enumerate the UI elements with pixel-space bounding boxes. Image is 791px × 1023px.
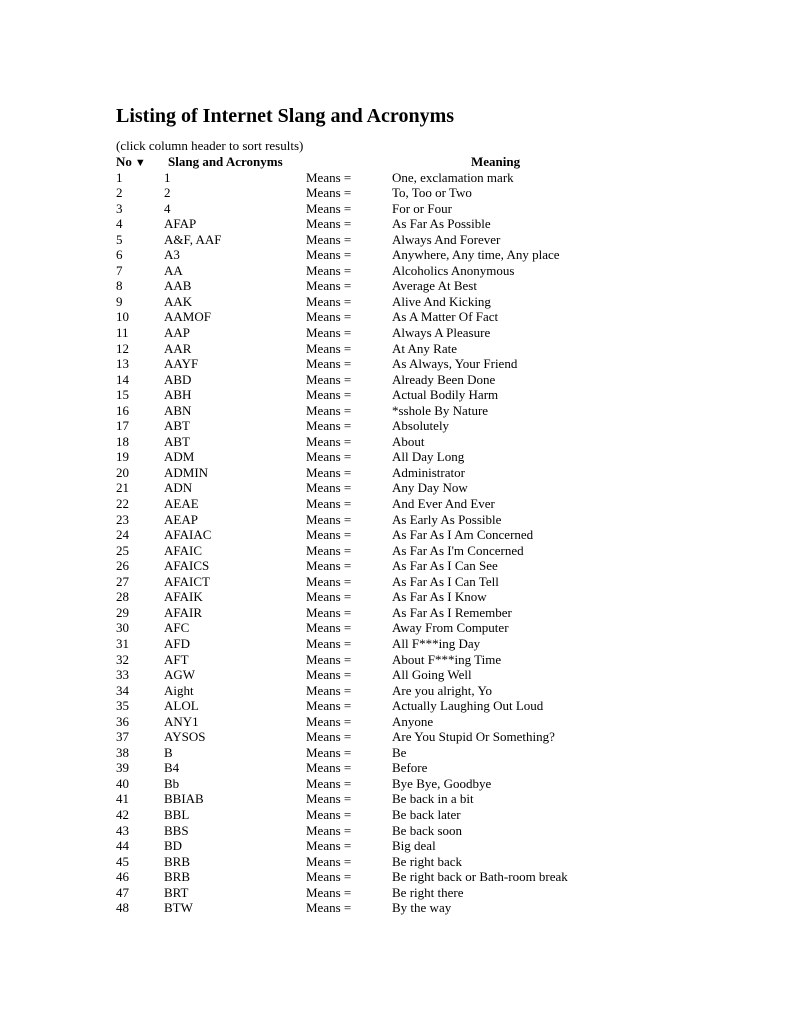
table-row	[116, 496, 716, 512]
row-slang: Bb	[164, 775, 180, 791]
row-meaning: Alive And Kicking	[392, 293, 491, 309]
row-means-label: Means =	[306, 433, 352, 449]
row-number: 44	[116, 838, 129, 854]
table-row	[116, 278, 716, 294]
row-meaning: Be back later	[392, 806, 461, 822]
table-row	[116, 543, 716, 559]
row-meaning: As Far As I'm Concerned	[392, 542, 524, 558]
row-meaning: For or Four	[392, 200, 452, 216]
row-means-label: Means =	[306, 480, 352, 496]
table-row	[116, 776, 716, 792]
table-row	[116, 247, 716, 263]
row-meaning: As Far As I Can See	[392, 558, 498, 574]
row-slang: A&F, AAF	[164, 231, 222, 247]
table-row	[116, 512, 716, 528]
row-slang: AAR	[164, 340, 192, 356]
table-row	[116, 574, 716, 590]
row-meaning: At Any Rate	[392, 340, 457, 356]
row-number: 30	[116, 620, 129, 636]
row-number: 17	[116, 418, 129, 434]
table-row	[116, 263, 716, 279]
table-row	[116, 636, 716, 652]
row-slang: AFAICS	[164, 558, 210, 574]
table-row	[116, 683, 716, 699]
table-row	[116, 341, 716, 357]
table-row	[116, 791, 716, 807]
row-means-label: Means =	[306, 371, 352, 387]
table-row	[116, 838, 716, 854]
table-row	[116, 652, 716, 668]
row-means-label: Means =	[306, 682, 352, 698]
header-no-label: No	[116, 154, 132, 169]
table-row	[116, 605, 716, 621]
row-slang: BRB	[164, 869, 191, 885]
row-meaning: About F***ing Time	[392, 651, 502, 667]
row-meaning: Administrator	[392, 464, 465, 480]
row-number: 36	[116, 713, 129, 729]
row-meaning: Are You Stupid Or Something?	[392, 729, 555, 745]
row-number: 48	[116, 900, 129, 916]
row-meaning: As A Matter Of Fact	[392, 309, 499, 325]
row-meaning: Actual Bodily Harm	[392, 387, 499, 403]
row-means-label: Means =	[306, 449, 352, 465]
row-means-label: Means =	[306, 806, 352, 822]
row-slang: B4	[164, 760, 180, 776]
table-row	[116, 356, 716, 372]
row-number: 21	[116, 480, 129, 496]
row-number: 37	[116, 729, 129, 745]
row-number: 9	[116, 293, 123, 309]
row-slang: 1	[164, 169, 171, 185]
row-slang: AFT	[164, 651, 189, 667]
row-means-label: Means =	[306, 527, 352, 543]
row-means-label: Means =	[306, 309, 352, 325]
row-number: 33	[116, 667, 129, 683]
row-number: 46	[116, 869, 129, 885]
header-meaning[interactable]: Meaning	[471, 154, 521, 169]
sort-descending-icon: ▼	[134, 157, 146, 169]
table-row	[116, 403, 716, 419]
row-number: 42	[116, 806, 129, 822]
row-meaning: Always A Pleasure	[392, 325, 491, 341]
table-row	[116, 325, 716, 341]
row-slang: AA	[164, 262, 183, 278]
row-meaning: Be right back or Bath-room break	[392, 869, 568, 885]
row-means-label: Means =	[306, 822, 352, 838]
row-number: 4	[116, 216, 123, 232]
row-number: 13	[116, 356, 129, 372]
row-means-label: Means =	[306, 511, 352, 527]
row-number: 12	[116, 340, 129, 356]
row-number: 41	[116, 791, 129, 807]
row-means-label: Means =	[306, 651, 352, 667]
table-row	[116, 232, 716, 248]
row-meaning: *sshole By Nature	[392, 402, 489, 418]
table-row	[116, 807, 716, 823]
row-meaning: Be back in a bit	[392, 791, 474, 807]
table-row	[116, 667, 716, 683]
row-slang: BBS	[164, 822, 189, 838]
row-number: 31	[116, 635, 129, 651]
row-meaning: Are you alright, Yo	[392, 682, 493, 698]
table-header-row	[116, 154, 716, 170]
row-meaning: Be	[392, 744, 407, 760]
row-slang: BD	[164, 838, 183, 854]
row-slang: BBL	[164, 806, 190, 822]
row-slang: ABD	[164, 371, 192, 387]
row-meaning: All F***ing Day	[392, 635, 481, 651]
row-number: 28	[116, 589, 129, 605]
row-means-label: Means =	[306, 760, 352, 776]
table-row	[116, 900, 716, 916]
row-means-label: Means =	[306, 604, 352, 620]
row-number: 34	[116, 682, 129, 698]
row-meaning: One, exclamation mark	[392, 169, 514, 185]
row-means-label: Means =	[306, 496, 352, 512]
row-number: 24	[116, 527, 129, 543]
row-number: 16	[116, 402, 129, 418]
row-means-label: Means =	[306, 247, 352, 263]
row-number: 11	[116, 325, 129, 341]
row-number: 32	[116, 651, 129, 667]
row-slang: ABT	[164, 433, 190, 449]
row-number: 22	[116, 496, 129, 512]
row-number: 40	[116, 775, 129, 791]
row-slang: AFAIAC	[164, 527, 212, 543]
row-number: 25	[116, 542, 129, 558]
row-means-label: Means =	[306, 418, 352, 434]
row-slang: AYSOS	[164, 729, 206, 745]
row-means-label: Means =	[306, 216, 352, 232]
row-meaning: Be back soon	[392, 822, 463, 838]
row-number: 19	[116, 449, 129, 465]
row-slang: BRB	[164, 853, 191, 869]
row-number: 2	[116, 185, 123, 201]
row-slang: ABN	[164, 402, 192, 418]
row-means-label: Means =	[306, 185, 352, 201]
row-slang: ALOL	[164, 698, 199, 714]
row-meaning: As Far As I Remember	[392, 604, 512, 620]
row-number: 10	[116, 309, 129, 325]
row-slang: ABT	[164, 418, 190, 434]
row-means-label: Means =	[306, 744, 352, 760]
row-slang: A3	[164, 247, 180, 263]
row-means-label: Means =	[306, 325, 352, 341]
row-number: 5	[116, 231, 123, 247]
row-meaning: Already Been Done	[392, 371, 496, 387]
row-slang: AAYF	[164, 356, 199, 372]
table-row	[116, 527, 716, 543]
row-meaning: All Day Long	[392, 449, 465, 465]
row-number: 6	[116, 247, 123, 263]
row-number: 39	[116, 760, 129, 776]
row-meaning: As Far As I Can Tell	[392, 573, 499, 589]
row-slang: AAK	[164, 293, 193, 309]
row-means-label: Means =	[306, 340, 352, 356]
row-number: 3	[116, 200, 123, 216]
row-meaning: All Going Well	[392, 667, 472, 683]
table-row	[116, 185, 716, 201]
page-title: Listing of Internet Slang and Acronyms	[116, 105, 455, 127]
row-meaning: About	[392, 433, 425, 449]
row-number: 27	[116, 573, 129, 589]
row-means-label: Means =	[306, 729, 352, 745]
table-row	[116, 201, 716, 217]
row-slang: AAMOF	[164, 309, 211, 325]
table-row	[116, 449, 716, 465]
row-means-label: Means =	[306, 558, 352, 574]
row-number: 26	[116, 558, 129, 574]
row-meaning: To, Too or Two	[392, 185, 472, 201]
header-slang[interactable]: Slang and Acronyms	[168, 154, 283, 169]
row-number: 1	[116, 169, 123, 185]
row-means-label: Means =	[306, 356, 352, 372]
row-slang: BBIAB	[164, 791, 204, 807]
row-means-label: Means =	[306, 262, 352, 278]
row-means-label: Means =	[306, 620, 352, 636]
row-means-label: Means =	[306, 791, 352, 807]
row-slang: AFD	[164, 635, 191, 651]
table-row	[116, 885, 716, 901]
row-slang: AFAIR	[164, 604, 203, 620]
row-meaning: Always And Forever	[392, 231, 501, 247]
row-slang: 2	[164, 185, 171, 201]
row-means-label: Means =	[306, 869, 352, 885]
row-meaning: As Far As I Am Concerned	[392, 527, 534, 543]
row-slang: AFAIC	[164, 542, 203, 558]
row-meaning: As Early As Possible	[392, 511, 502, 527]
row-meaning: Alcoholics Anonymous	[392, 262, 515, 278]
row-number: 23	[116, 511, 129, 527]
row-slang: AFAIK	[164, 589, 203, 605]
row-slang: BTW	[164, 900, 193, 916]
row-number: 29	[116, 604, 129, 620]
row-meaning: Bye Bye, Goodbye	[392, 775, 492, 791]
row-means-label: Means =	[306, 853, 352, 869]
row-means-label: Means =	[306, 169, 352, 185]
row-number: 15	[116, 387, 129, 403]
row-means-label: Means =	[306, 387, 352, 403]
row-meaning: Anyone	[392, 713, 434, 729]
row-slang: AFAP	[164, 216, 197, 232]
table-row	[116, 854, 716, 870]
table-row	[116, 372, 716, 388]
document-page	[116, 104, 716, 916]
row-means-label: Means =	[306, 884, 352, 900]
row-number: 43	[116, 822, 129, 838]
row-slang: AFAICT	[164, 573, 210, 589]
row-means-label: Means =	[306, 402, 352, 418]
row-number: 45	[116, 853, 129, 869]
row-meaning: Be right back	[392, 853, 463, 869]
row-number: 38	[116, 744, 129, 760]
row-slang: BRT	[164, 884, 189, 900]
row-meaning: Anywhere, Any time, Any place	[392, 247, 560, 263]
row-slang: ABH	[164, 387, 192, 403]
row-number: 14	[116, 371, 129, 387]
table-row	[116, 823, 716, 839]
row-means-label: Means =	[306, 542, 352, 558]
table-row	[116, 216, 716, 232]
table-row	[116, 465, 716, 481]
row-means-label: Means =	[306, 900, 352, 916]
table-row	[116, 698, 716, 714]
table-row	[116, 170, 716, 186]
row-meaning: Average At Best	[392, 278, 477, 294]
row-slang: ADN	[164, 480, 193, 496]
row-means-label: Means =	[306, 200, 352, 216]
row-meaning: And Ever And Ever	[392, 496, 495, 512]
row-number: 47	[116, 884, 129, 900]
table-row	[116, 589, 716, 605]
row-means-label: Means =	[306, 464, 352, 480]
table-row	[116, 434, 716, 450]
row-meaning: Away From Computer	[392, 620, 509, 636]
table-row	[116, 480, 716, 496]
row-meaning: Actually Laughing Out Loud	[392, 698, 544, 714]
row-slang: ADM	[164, 449, 195, 465]
table-row	[116, 620, 716, 636]
row-means-label: Means =	[306, 838, 352, 854]
row-meaning: Be right there	[392, 884, 464, 900]
row-slang: Aight	[164, 682, 194, 698]
row-slang: B	[164, 744, 173, 760]
row-slang: AEAE	[164, 496, 199, 512]
row-slang: AFC	[164, 620, 190, 636]
row-meaning: As Far As I Know	[392, 589, 487, 605]
row-meaning: Before	[392, 760, 428, 776]
table-row	[116, 760, 716, 776]
row-means-label: Means =	[306, 667, 352, 683]
row-meaning: Any Day Now	[392, 480, 468, 496]
table-row	[116, 714, 716, 730]
row-number: 18	[116, 433, 129, 449]
row-slang: 4	[164, 200, 171, 216]
row-slang: AAB	[164, 278, 192, 294]
row-means-label: Means =	[306, 698, 352, 714]
row-means-label: Means =	[306, 589, 352, 605]
row-meaning: Big deal	[392, 838, 436, 854]
row-means-label: Means =	[306, 573, 352, 589]
row-number: 8	[116, 278, 123, 294]
table-row	[116, 418, 716, 434]
row-means-label: Means =	[306, 231, 352, 247]
row-number: 7	[116, 262, 123, 278]
row-number: 20	[116, 464, 129, 480]
table-row	[116, 294, 716, 310]
row-means-label: Means =	[306, 713, 352, 729]
table-row	[116, 729, 716, 745]
table-body	[116, 170, 716, 916]
row-means-label: Means =	[306, 293, 352, 309]
row-slang: ANY1	[164, 713, 199, 729]
table-row	[116, 869, 716, 885]
row-meaning: As Always, Your Friend	[392, 356, 518, 372]
row-slang: ADMIN	[164, 464, 209, 480]
row-means-label: Means =	[306, 775, 352, 791]
row-slang: AEAP	[164, 511, 198, 527]
row-slang: AAP	[164, 325, 191, 341]
row-number: 35	[116, 698, 129, 714]
table-row	[116, 309, 716, 325]
table-row	[116, 558, 716, 574]
row-slang: AGW	[164, 667, 196, 683]
row-meaning: Absolutely	[392, 418, 450, 434]
sort-instructions: (click column header to sort results)	[116, 138, 304, 153]
table-row	[116, 745, 716, 761]
slang-table	[116, 154, 716, 916]
table-row	[116, 387, 716, 403]
row-meaning: As Far As Possible	[392, 216, 491, 232]
row-means-label: Means =	[306, 278, 352, 294]
row-meaning: By the way	[392, 900, 452, 916]
row-means-label: Means =	[306, 635, 352, 651]
